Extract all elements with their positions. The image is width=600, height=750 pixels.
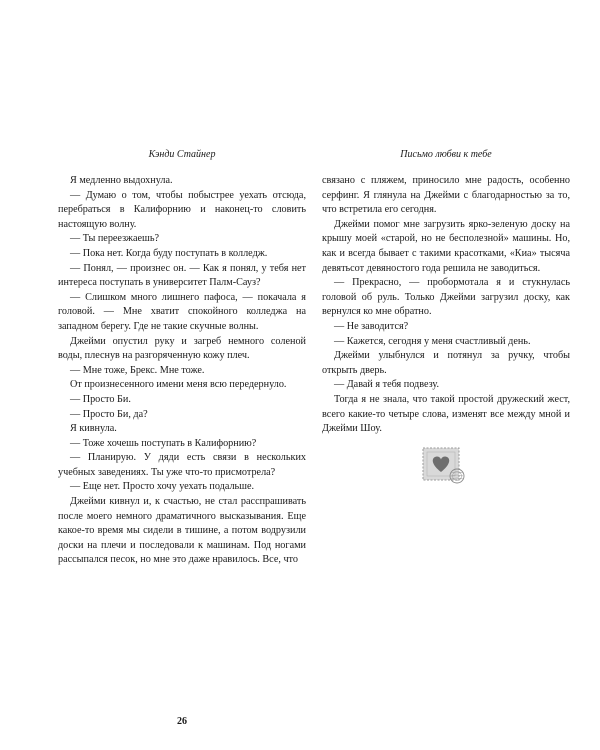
paragraph: — Ты переезжаешь? xyxy=(70,233,160,245)
paragraph: — Просто Би. xyxy=(70,393,131,405)
paragraph: — Слишком много лишнего пафоса, — покачала я головой. — Мне хватит спокойного колледжа на западном берегу. Где не такие скучные волны. xyxy=(58,291,306,332)
paragraph: — Не заводится? xyxy=(334,320,409,332)
paragraph: — Давай я тебя подвезу. xyxy=(334,379,440,391)
paragraph: Я кивнула. xyxy=(70,423,117,435)
paragraph: Тогда я не знала, что такой простой дружеский жест, всего какие-то четыре слова, изменят все между мной и Джейми Шоу. xyxy=(322,393,570,435)
paragraph: — Просто Би, да? xyxy=(70,408,148,420)
running-head-title: Письмо любви к тебе xyxy=(400,149,492,160)
heart-stamp-icon xyxy=(421,446,467,486)
paragraph: — Понял, — произнес он. — Как я понял, у тебя нет интереса поступать в университет Палм-Сауз? xyxy=(58,262,306,289)
paragraph: — Тоже хочешь поступать в Калифорнию? xyxy=(70,437,257,449)
paragraph: — Кажется, сегодня у меня счастливый день. xyxy=(334,335,531,347)
running-head-author: Кэнди Стайнер xyxy=(148,149,216,160)
paragraph: — Мне тоже, Брекс. Мне тоже. xyxy=(70,364,205,376)
page-number: 26 xyxy=(177,716,187,727)
paragraph: Джейми улыбнулся и потянул за ручку, чтобы открыть дверь. xyxy=(322,350,570,376)
paragraph: Джейми помог мне загрузить ярко-зеленую доску на крышу моей «старой, но не бесполезной» машины. Но, как и всегда бывает с такими красотками, «Киа» тысяча девятьсот девяностого года решила не заводиться. xyxy=(322,218,570,274)
paragraph: связано с пляжем, приносило мне радость, особенно серфинг. Я глянула на Джейми с благодарностью за то, что встретила его сегодня. xyxy=(322,175,570,216)
paragraph: — Пока нет. Когда буду поступать в колледж. xyxy=(70,247,268,259)
paragraph: От произнесенного имени меня всю передернуло. xyxy=(70,379,287,391)
right-page xyxy=(322,150,570,437)
paragraph: — Думаю о том, чтобы побыстрее уехать отсюда, перебраться в Калифорнию и наконец-то словить настоящую волну. xyxy=(58,189,306,230)
paragraph: — Прекрасно, — пробормотала я и стукнулась головой об руль. Только Джейми загрузил доску, как вернулся ко мне обратно. xyxy=(322,277,570,318)
left-page xyxy=(58,149,306,727)
paragraph: — Еще нет. Просто хочу уехать подальше. xyxy=(70,481,255,493)
left-page-body xyxy=(58,174,306,568)
paragraph: Джейми опустил руку и загреб немного соленой воды, плеснув на разгоряченную кожу плеч. xyxy=(58,335,306,362)
paragraph: Джейми кивнул и, к счастью, не стал расспрашивать после моего немного драматичного высказывания. Еще какое-то время мы сидели в тишине, а потом водрузили доски на плечи и последовали к машинам. Под ногами рассыпался песок, но мне это даже нравилось. Все, что xyxy=(58,496,306,566)
right-page-body xyxy=(322,174,570,437)
paragraph: Я медленно выдохнула. xyxy=(70,175,173,186)
paragraph: — Планирую. У дяди есть связи в нескольких учебных заведениях. Ты уже что-то присмотрела? xyxy=(58,452,306,478)
